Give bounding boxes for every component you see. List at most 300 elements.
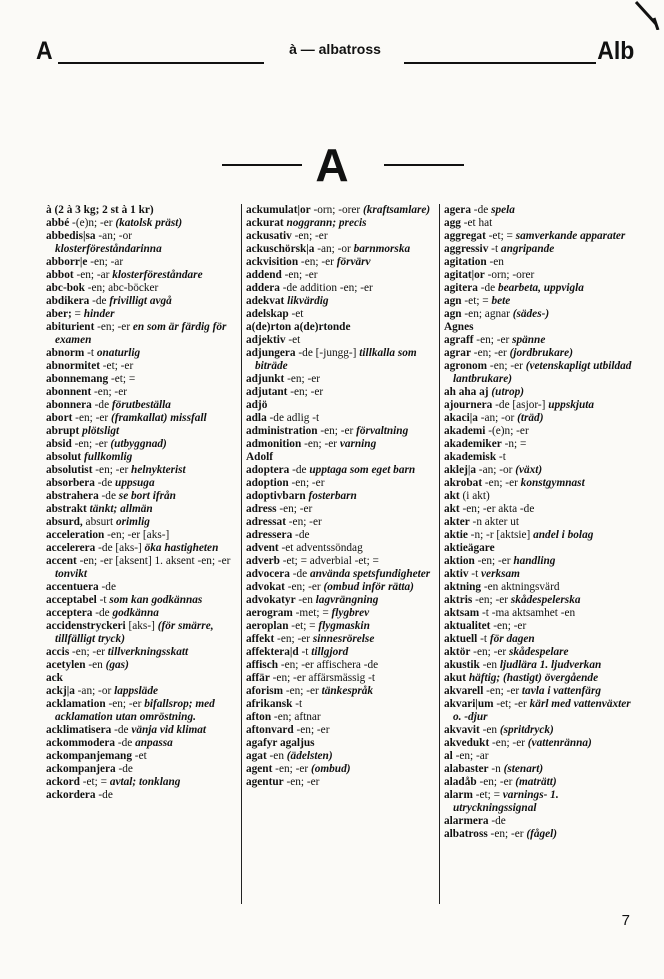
dictionary-entry [246, 256, 438, 269]
dictionary-entry [46, 516, 240, 529]
dictionary-entry [444, 334, 638, 347]
headword: aggressiv [444, 243, 489, 255]
grammar: -en; -er [283, 776, 320, 788]
headword: acklimatisera [46, 724, 112, 736]
dictionary-entry [246, 685, 438, 698]
headword: agat [246, 750, 267, 762]
dictionary-entry [444, 477, 638, 490]
grammar: -en; agnar [461, 308, 513, 320]
grammar: -et; = [108, 373, 136, 385]
column-divider [241, 204, 242, 904]
dictionary-entry [46, 464, 240, 477]
definition: bifallsrop; med acklamation utan omröstning. [55, 698, 215, 723]
headword: abdikera [46, 295, 90, 307]
dictionary-entry [246, 373, 438, 386]
grammar: -de addition -en; -er [279, 282, 373, 294]
dictionary-entry [46, 230, 240, 256]
dictionary-entry [46, 620, 240, 646]
dictionary-entry [246, 568, 438, 581]
headword: abborr|e [46, 256, 88, 268]
definition: spela [491, 204, 515, 216]
grammar: -de [289, 568, 310, 580]
headword: akrobat [444, 477, 483, 489]
definition: (träd) [517, 412, 544, 424]
grammar: -en; -er [281, 269, 318, 281]
definition: ljudlära 1. ljudverkan [499, 659, 602, 671]
dictionary-entry [46, 503, 240, 516]
definition: (utbyggnad) [110, 438, 167, 450]
definition: plötsligt [82, 425, 120, 437]
definition: (fågel) [526, 828, 558, 840]
definition: tonvikt [55, 568, 88, 580]
grammar: -de [98, 490, 119, 502]
grammar: -en; -er [317, 425, 357, 437]
dictionary-entry [46, 659, 240, 672]
grammar: = [71, 308, 84, 320]
dictionary-entry [444, 490, 638, 503]
grammar: -en; -er [472, 594, 511, 606]
grammar: -et adventssöndag [278, 542, 363, 554]
headword: ajournera [444, 399, 493, 411]
definition: klosterföreståndare [112, 269, 203, 281]
headword: afton [246, 711, 272, 723]
dictionary-entry [246, 464, 438, 477]
grammar: -t [96, 594, 110, 606]
definition: (vattenränna) [527, 737, 592, 749]
headword: accent [46, 555, 77, 567]
grammar: -et; = [472, 789, 503, 801]
definition: (stenart) [503, 763, 544, 775]
grammar: -en; -er [274, 633, 313, 645]
grammar: -en; -er [476, 776, 516, 788]
definition: (framkallat) missfall [110, 412, 207, 424]
headword: addera [246, 282, 280, 294]
grammar: -de [488, 815, 506, 827]
dictionary-entry [444, 321, 638, 334]
definition: fullkomlig [84, 451, 133, 463]
dictionary-entry [444, 386, 638, 399]
definition: (ombud inför rätta) [323, 581, 414, 593]
dictionary-entry [46, 672, 240, 685]
headword: agn [444, 295, 462, 307]
dictionary-entry [46, 204, 240, 217]
definition: flygmaskin [318, 620, 370, 632]
headword: abort [46, 412, 73, 424]
dictionary-entry [46, 490, 240, 503]
headword: agera [444, 204, 471, 216]
headword: aktning [444, 581, 482, 593]
grammar: -en [295, 594, 316, 606]
headword: aktualitet [444, 620, 491, 632]
grammar: -de [98, 581, 116, 593]
dictionary-entry [444, 308, 638, 321]
grammar: -en; -ar [452, 750, 489, 762]
definition: avtal; tonklang [109, 776, 181, 788]
headword: acceleration [46, 529, 105, 541]
dictionary-entry [246, 412, 438, 425]
dictionary-entry [246, 230, 438, 243]
definition: skådespelerska [510, 594, 581, 606]
definition: varnings- 1. utryckningssignal [453, 789, 559, 814]
dictionary-entry [46, 789, 240, 802]
grammar: -en; -er [283, 685, 322, 697]
grammar: -en; abc-böcker [84, 282, 159, 294]
headword: akademisk [444, 451, 497, 463]
headword: alabaster [444, 763, 489, 775]
dictionary-entry [444, 555, 638, 568]
grammar: absurt [82, 516, 116, 528]
grammar: (i akt) [459, 490, 490, 502]
headword: akvarell [444, 685, 484, 697]
dictionary-entry [246, 425, 438, 438]
headword: ackompanjera [46, 763, 116, 775]
headword: aklej|a [444, 464, 476, 476]
corner-mark [634, 0, 660, 30]
headword: agafyr agaljus [246, 737, 315, 749]
grammar: -n akter ut [469, 516, 519, 528]
headword: aber; [46, 308, 72, 320]
dictionary-entry [246, 750, 438, 763]
grammar: -de [289, 464, 310, 476]
grammar: -et; = [79, 776, 110, 788]
headword: aftonvard [246, 724, 294, 736]
headword: absurd, [46, 516, 83, 528]
dictionary-entry [246, 672, 438, 685]
grammar: -et; -er [493, 698, 530, 710]
definition: se bort ifrån [118, 490, 176, 502]
running-head [36, 38, 634, 64]
grammar: -an; -or [477, 412, 518, 424]
grammar: -t -ma aktsamhet -en [479, 607, 576, 619]
headword: adjungera [246, 347, 296, 359]
definition: helnykterist [131, 464, 186, 476]
definition: som kan godkännas [109, 594, 203, 606]
dictionary-entry [46, 646, 240, 659]
definition: upptaga som eget barn [309, 464, 416, 476]
headword: acetylen [46, 659, 86, 671]
definition: en som är färdig för examen [55, 321, 227, 346]
dictionary-entry [246, 204, 438, 217]
headword: affektera|d [246, 646, 299, 658]
dictionary-entry [246, 243, 438, 256]
headword: advokat [246, 581, 285, 593]
headword: Adolf [246, 451, 273, 463]
dictionary-entry [46, 308, 240, 321]
headword: akustik [444, 659, 480, 671]
grammar: -an; -or [314, 243, 354, 255]
grammar: -en; -er [aks-] [104, 529, 170, 541]
headword: akvavit [444, 724, 480, 736]
grammar: -(e)n; -er [69, 217, 116, 229]
grammar: -an; -or [475, 464, 516, 476]
grammar: -an; -or [74, 685, 115, 697]
headword: accidenstryckeri [46, 620, 126, 632]
headword: aforism [246, 685, 284, 697]
dictionary-entry [444, 776, 638, 789]
grammar: -en; -er [474, 555, 514, 567]
headword: abstrahera [46, 490, 99, 502]
running-head-last: Alb [596, 37, 634, 65]
grammar: -en; -ar [87, 256, 124, 268]
grammar: -t [477, 633, 490, 645]
definition: andel i bolag [533, 529, 594, 541]
headword: adressat [246, 516, 286, 528]
dictionary-entry [246, 321, 438, 334]
headword: akademi [444, 425, 486, 437]
headword: aktsam [444, 607, 480, 619]
dictionary-entry [444, 295, 638, 308]
dictionary-entry [444, 438, 638, 451]
grammar: -(e)n; -er [485, 425, 529, 437]
headword: agent [246, 763, 273, 775]
grammar: -t [488, 243, 501, 255]
grammar: -en; -er [276, 503, 313, 515]
dictionary-entry [46, 438, 240, 451]
headword: akaci|a [444, 412, 478, 424]
grammar: -et; -er [99, 360, 134, 372]
dictionary-entry [246, 386, 438, 399]
dictionary-entry [246, 308, 438, 321]
headword: agentur [246, 776, 284, 788]
dictionary-entry [246, 594, 438, 607]
headword: abnorm [46, 347, 85, 359]
dictionary-entry [46, 282, 240, 295]
grammar: -en; -er [285, 516, 322, 528]
definition: för dagen [489, 633, 535, 645]
definition: frivilligt avgå [109, 295, 172, 307]
definition: varning [339, 438, 377, 450]
definition: bete [491, 295, 511, 307]
grammar: -en; -er [94, 321, 133, 333]
headword: aktiv [444, 568, 469, 580]
dictionary-entry [444, 594, 638, 607]
grammar: -n; -r [aktsie] [467, 529, 534, 541]
definition: (kraftsamlare) [363, 204, 431, 216]
headword: aktör [444, 646, 471, 658]
grammar: -en [486, 256, 504, 268]
grammar: -en; -er [69, 646, 108, 658]
headword: aladåb [444, 776, 477, 788]
definition: förvaltning [356, 425, 409, 437]
definition: konstgymnast [520, 477, 585, 489]
dictionary-entry [444, 542, 638, 555]
headword: agitation [444, 256, 487, 268]
headword: akt [444, 503, 460, 515]
grammar: -en; -er [482, 477, 521, 489]
grammar: -de [94, 477, 116, 489]
headword: aggregat [444, 230, 486, 242]
headword: adjutant [246, 386, 288, 398]
headword: abstrakt [46, 503, 87, 515]
dictionary-entry [246, 711, 438, 724]
definition: (utrop) [491, 386, 525, 398]
grammar: -en; aftnar [271, 711, 321, 723]
headword: abonnemang [46, 373, 109, 385]
headword: aktuell [444, 633, 478, 645]
headword: ackuschörsk|a [246, 243, 315, 255]
headword: abiturient [46, 321, 95, 333]
headword: al [444, 750, 453, 762]
definition: (växt) [515, 464, 543, 476]
grammar: -en; -er [287, 386, 324, 398]
grammar: -de [111, 724, 132, 736]
definition: tänkt; allmän [89, 503, 153, 515]
grammar: -et; = [485, 230, 516, 242]
headword: akvedukt [444, 737, 490, 749]
dictionary-entry [46, 451, 240, 464]
definition: flygbrev [331, 607, 370, 619]
dictionary-entry [444, 789, 638, 815]
headword: adoption [246, 477, 289, 489]
definition: kärl med vattenväxter o. -djur [453, 698, 631, 723]
dictionary-entry [246, 438, 438, 451]
headword: affisch [246, 659, 279, 671]
dictionary-entry [46, 217, 240, 230]
dictionary-entry [444, 763, 638, 776]
grammar: -en; -er [71, 438, 111, 450]
dictionary-entry [246, 763, 438, 776]
headword: aeroplan [246, 620, 289, 632]
definition: lappsläde [114, 685, 158, 697]
headword: abonnera [46, 399, 92, 411]
grammar: -en; -er [284, 373, 321, 385]
grammar: -de [477, 282, 498, 294]
definition: barnmorska [353, 243, 411, 255]
dictionary-entry [246, 698, 438, 711]
definition: förvärv [336, 256, 371, 268]
headword: accis [46, 646, 70, 658]
definition: angripande [500, 243, 555, 255]
headword: adress [246, 503, 277, 515]
dictionary-entry [444, 360, 638, 386]
definition: tänkespråk [321, 685, 374, 697]
column-divider [439, 204, 440, 904]
headword: akvari|um [444, 698, 494, 710]
headword: advokatyr [246, 594, 296, 606]
headword: a(de)rton a(de)rtonde [246, 321, 351, 333]
grammar: -en [85, 659, 106, 671]
definition: anpassa [135, 737, 173, 749]
headword: abrupt [46, 425, 80, 437]
headword: Agnes [444, 321, 474, 333]
dictionary-entry [246, 451, 438, 464]
headword: advent [246, 542, 279, 554]
dictionary-entry [444, 815, 638, 828]
dictionary-entry [46, 425, 240, 438]
dictionary-entry [46, 555, 240, 581]
grammar: -en; -er akta -de [459, 503, 535, 515]
headword: absolutist [46, 464, 93, 476]
headword: akut [444, 672, 466, 684]
definition: orimlig [116, 516, 150, 528]
definition: (gas) [105, 659, 129, 671]
dictionary-entry [246, 737, 438, 750]
headword: agrar [444, 347, 471, 359]
headword: ackj|a [46, 685, 75, 697]
grammar: -en; -er [298, 256, 337, 268]
grammar: -t [298, 646, 312, 658]
headword: affekt [246, 633, 275, 645]
headword: agitat|or [444, 269, 485, 281]
headword: adverb [246, 555, 280, 567]
headword: abbedis|sa [46, 230, 96, 242]
headword: acklamation [46, 698, 106, 710]
dictionary-entry [444, 607, 638, 620]
grammar: -en; -er [291, 230, 328, 242]
dictionary-entry [46, 724, 240, 737]
headword: ackompanjemang [46, 750, 132, 762]
dictionary-entry [246, 555, 438, 568]
grammar: -et [288, 308, 304, 320]
headword: akademiker [444, 438, 502, 450]
dictionary-entry [46, 399, 240, 412]
headword: accelerera [46, 542, 96, 554]
dictionary-entry [246, 334, 438, 347]
page-number: 7 [621, 912, 630, 929]
grammar: -orn; -orer [310, 204, 364, 216]
headword: abbot [46, 269, 74, 281]
headword: acceptera [46, 607, 93, 619]
grammar: -en; -er [487, 828, 527, 840]
dictionary-entry [46, 750, 240, 763]
dictionary-entry [246, 516, 438, 529]
dictionary-entry [246, 217, 438, 230]
grammar: -en; -er [490, 620, 527, 632]
headword: ackvisition [246, 256, 299, 268]
grammar: -en; -ar [73, 269, 113, 281]
dictionary-entry [46, 386, 240, 399]
section-rule-right [384, 164, 464, 166]
dictionary-entry [46, 763, 240, 776]
dictionary-entry [46, 607, 240, 620]
grammar: -de [95, 789, 113, 801]
definition: likvärdig [287, 295, 329, 307]
dictionary-entry [246, 620, 438, 633]
headword: agitera [444, 282, 478, 294]
dictionary-column-3 [444, 204, 638, 841]
definition: (ombud) [310, 763, 351, 775]
dictionary-entry [246, 503, 438, 516]
headword: addend [246, 269, 282, 281]
grammar: -en; -er affärsmässig -t [269, 672, 376, 684]
dictionary-entry [246, 347, 438, 373]
headword: acceptabel [46, 594, 97, 606]
grammar: -et; = [288, 620, 319, 632]
definition: (katolsk präst) [115, 217, 183, 229]
headword: absolut [46, 451, 82, 463]
headword: ackumulat|or [246, 204, 311, 216]
definition: lagvrängning [315, 594, 379, 606]
headword: aktris [444, 594, 473, 606]
grammar: -en; -er [91, 386, 127, 398]
grammar: -en; -er [aksent] 1. aksent -en; -er [76, 555, 231, 567]
definition: häftig; (hastigt) övergående [468, 672, 599, 684]
grammar: -et [131, 750, 147, 762]
dictionary-entry [46, 594, 240, 607]
definition: (jordbrukare) [509, 347, 573, 359]
headword: absid [46, 438, 72, 450]
dictionary-entry [444, 724, 638, 737]
definition: använda spetsfundigheter [310, 568, 431, 580]
headword: aktie [444, 529, 468, 541]
dictionary-entry [444, 516, 638, 529]
grammar: -met; = [292, 607, 332, 619]
grammar: -en; -er [72, 412, 111, 424]
grammar: -orn; -orer [484, 269, 535, 281]
definition: samverkande apparater [515, 230, 626, 242]
dictionary-entry [46, 269, 240, 282]
headword: adjö [246, 399, 268, 411]
